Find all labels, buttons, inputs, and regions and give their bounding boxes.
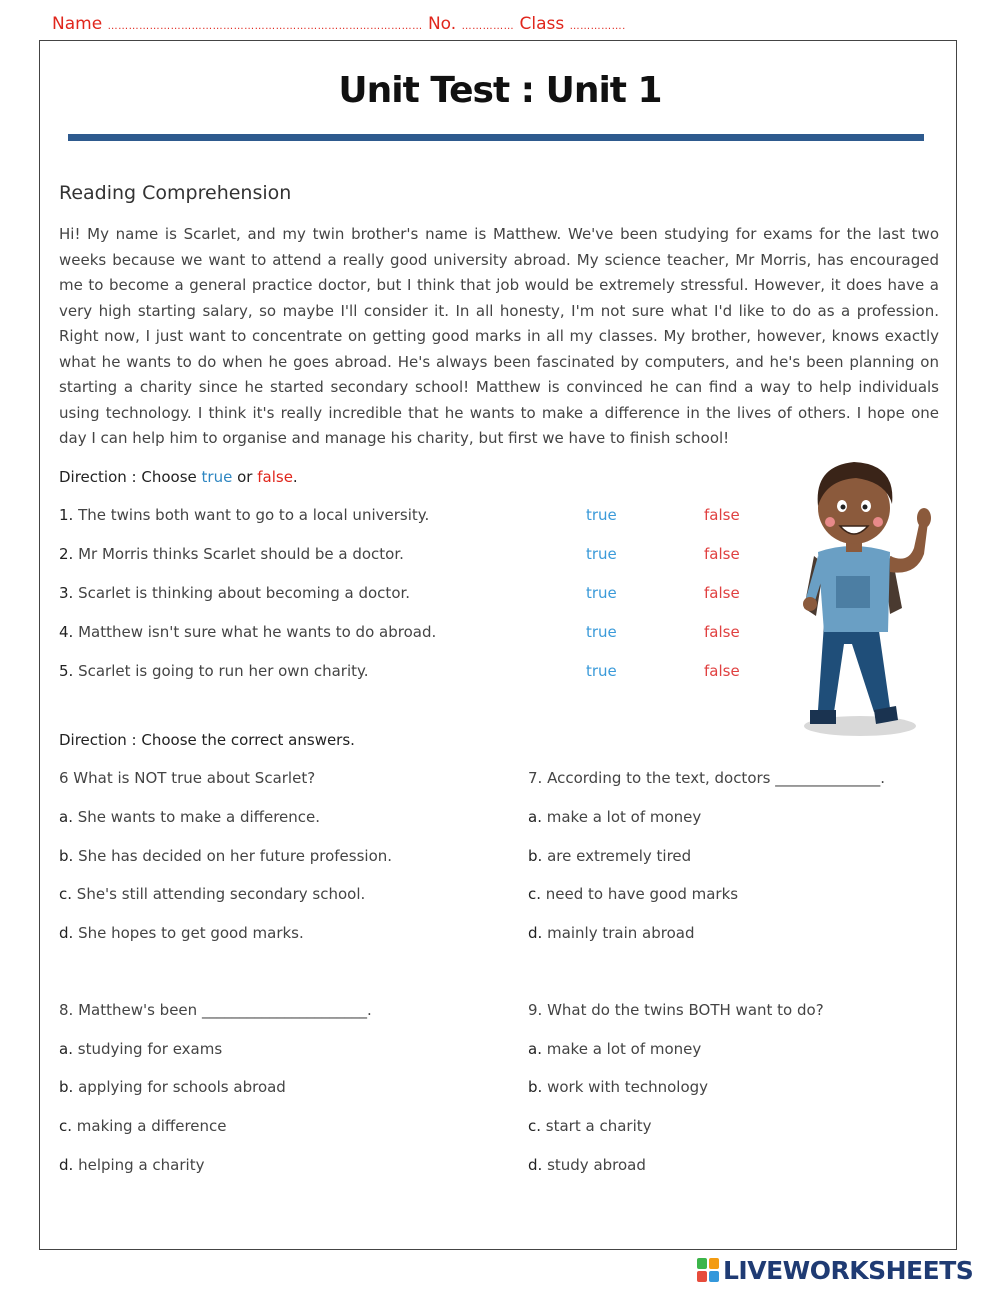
mc-option[interactable] xyxy=(59,847,392,865)
mc-option[interactable] xyxy=(59,1117,227,1135)
option-letter: b. xyxy=(59,1078,74,1096)
mc-question-6: 6 What is NOT true about Scarlet? xyxy=(59,769,316,787)
direction-text: Direction : Choose xyxy=(59,468,197,486)
direction-or-word: or xyxy=(237,468,253,486)
mc-option[interactable] xyxy=(59,1040,222,1058)
option-letter: b. xyxy=(59,847,74,865)
question-text: Scarlet is going to run her own charity. xyxy=(78,662,369,680)
mc-option[interactable] xyxy=(59,924,304,942)
option-text: She wants to make a difference. xyxy=(77,808,321,826)
false-option[interactable]: false xyxy=(704,662,740,680)
mc-option[interactable] xyxy=(528,847,691,865)
true-option[interactable]: true xyxy=(586,545,617,563)
mc-option[interactable] xyxy=(528,1117,652,1135)
student-info-header xyxy=(52,14,626,34)
mc-option[interactable] xyxy=(59,1156,204,1174)
false-option[interactable]: false xyxy=(704,584,740,602)
direction-false-word: false xyxy=(257,468,293,486)
tf-question-5 xyxy=(59,662,759,682)
page-title: Unit Test : Unit 1 xyxy=(338,70,662,111)
mc-option[interactable] xyxy=(528,885,738,903)
option-letter: c. xyxy=(59,885,73,903)
direction-multiple-choice: Direction : Choose the correct answers. xyxy=(59,731,355,749)
direction-suffix: . xyxy=(292,468,298,486)
option-text: make a lot of money xyxy=(546,808,702,826)
question-number: 5. xyxy=(59,662,74,680)
mc-option[interactable] xyxy=(59,885,365,903)
question-number: 3. xyxy=(59,584,74,602)
option-text: helping a charity xyxy=(78,1156,205,1174)
question-number: 1. xyxy=(59,506,74,524)
liveworksheets-logo xyxy=(697,1255,973,1285)
option-letter: c. xyxy=(528,1117,542,1135)
option-text: making a difference xyxy=(76,1117,227,1135)
option-letter: a. xyxy=(528,808,542,826)
option-letter: d. xyxy=(528,1156,543,1174)
no-field[interactable]: …………… xyxy=(461,21,515,32)
option-text: study abroad xyxy=(547,1156,646,1174)
option-text: mainly train abroad xyxy=(547,924,695,942)
option-letter: d. xyxy=(59,1156,74,1174)
option-letter: a. xyxy=(59,1040,73,1058)
option-text: are extremely tired xyxy=(547,847,692,865)
option-text: applying for schools abroad xyxy=(78,1078,286,1096)
mc-option[interactable] xyxy=(528,1156,646,1174)
option-letter: a. xyxy=(528,1040,542,1058)
direction-true-word: true xyxy=(201,468,233,486)
mc-option[interactable] xyxy=(528,808,701,826)
title-divider xyxy=(68,134,924,141)
mc-option[interactable] xyxy=(528,924,695,942)
tf-question-3 xyxy=(59,584,759,604)
mc-option[interactable] xyxy=(528,1040,701,1058)
tf-question-2 xyxy=(59,545,759,565)
class-field[interactable]: ……………. xyxy=(569,21,626,32)
direction-true-false xyxy=(59,468,298,486)
option-letter: d. xyxy=(59,924,74,942)
false-option[interactable]: false xyxy=(704,506,740,524)
option-letter: a. xyxy=(59,808,73,826)
option-text: make a lot of money xyxy=(546,1040,702,1058)
question-text: Scarlet is thinking about becoming a doctor. xyxy=(78,584,411,602)
mc-question-7: 7. According to the text, doctors ______________. xyxy=(528,769,886,787)
true-option[interactable]: true xyxy=(586,506,617,524)
question-text: The twins both want to go to a local university. xyxy=(78,506,430,524)
option-text: work with technology xyxy=(547,1078,709,1096)
name-label: Name xyxy=(52,14,103,34)
mc-option[interactable] xyxy=(59,808,320,826)
option-text: She's still attending secondary school. xyxy=(76,885,366,903)
option-text: She hopes to get good marks. xyxy=(78,924,304,942)
option-letter: d. xyxy=(528,924,543,942)
mc-option[interactable] xyxy=(59,1078,286,1096)
option-letter: c. xyxy=(528,885,542,903)
name-field[interactable]: ……………………………………………………………………………… xyxy=(107,21,423,32)
tf-question-1 xyxy=(59,506,759,526)
logo-text: LIVEWORKSHEETS xyxy=(723,1255,974,1285)
option-text: need to have good marks xyxy=(545,885,739,903)
false-option[interactable]: false xyxy=(704,545,740,563)
class-label: Class xyxy=(519,14,565,34)
option-letter: b. xyxy=(528,847,543,865)
mc-question-8: 8. Matthew's been ______________________. xyxy=(59,1001,372,1019)
mc-option[interactable] xyxy=(528,1078,708,1096)
true-option[interactable]: true xyxy=(586,623,617,641)
mc-question-9: 9. What do the twins BOTH want to do? xyxy=(528,1001,824,1019)
option-text: start a charity xyxy=(545,1117,652,1135)
question-text: Mr Morris thinks Scarlet should be a doctor. xyxy=(78,545,404,563)
section-title: Reading Comprehension xyxy=(59,182,292,204)
true-option[interactable]: true xyxy=(586,662,617,680)
tf-question-4 xyxy=(59,623,759,643)
false-option[interactable]: false xyxy=(704,623,740,641)
option-letter: b. xyxy=(528,1078,543,1096)
question-number: 4. xyxy=(59,623,74,641)
option-letter: c. xyxy=(59,1117,73,1135)
option-text: She has decided on her future profession. xyxy=(78,847,393,865)
true-option[interactable]: true xyxy=(586,584,617,602)
question-text: Matthew isn't sure what he wants to do abroad. xyxy=(78,623,437,641)
no-label: No. xyxy=(427,14,457,34)
question-number: 2. xyxy=(59,545,74,563)
logo-icon xyxy=(697,1258,719,1282)
reading-passage: Hi! My name is Scarlet, and my twin brother's name is Matthew. We've been studying for exams for the last two weeks because we want to attend a really good university abroad. My science teacher, Mr Morris, has encouraged me to become a general practice doctor, but I think that job would be extremely stressful. However, it does have a very high starting salary, so maybe I'll consider it. In all honesty, I'm not sure what I'd like to do as a profession. Right now, I just want to concentrate on getting good marks in all my classes. My brother, however, knows exactly what he wants to do when he goes abroad. He's always been fascinated by computers, and he's been planning on starting a charity since he started secondary school! Matthew is convinced he can find a way to help individuals using technology. I think it's really incredible that he wants to make a difference in the lives of others. I hope one day I can help him to organise and manage his charity, but first we have to finish school! xyxy=(59,225,939,447)
option-text: studying for exams xyxy=(77,1040,223,1058)
boy-illustration xyxy=(796,448,938,744)
